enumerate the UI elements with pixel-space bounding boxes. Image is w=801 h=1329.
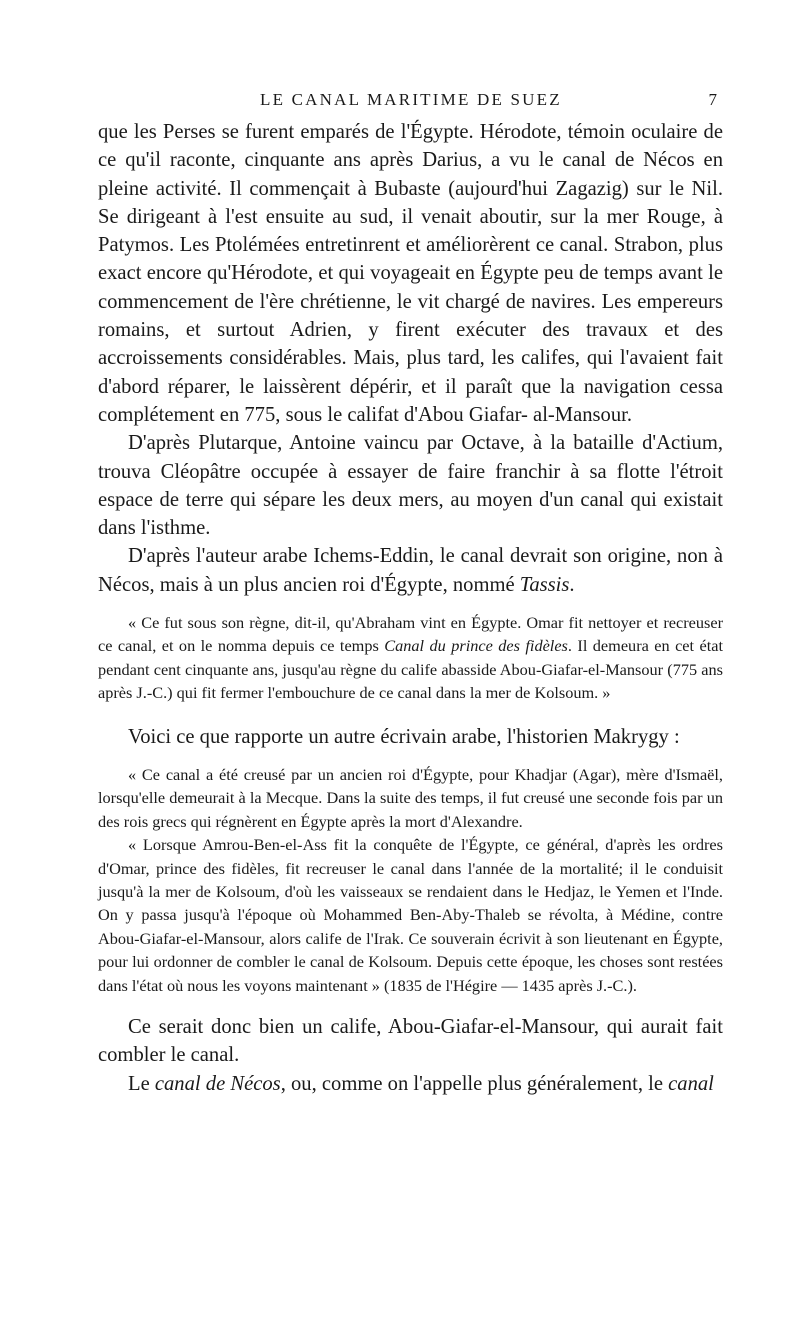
paragraph-perses: que les Perses se furent emparés de l'Égypte. Hérodote, témoin oculaire de ce qu'il raconte, cinquante ans après Darius, a vu le canal de Nécos en pleine activité. Il commençait à Bubaste (aujourd'hui Zagazig) sur le Nil. Se dirigeant à l'est ensuite au sud, il venait aboutir, sur la mer Rouge, à Patymos. Les Ptolémées entretinrent et améliorèrent ce canal. Strabon, plus exact encore qu'Hérodote, et qui voyageait en Égypte peu de temps avant le commencement de l'ère chrétienne, le vit chargé de navires. Les empereurs romains, et surtout Adrien, y firent exécuter des travaux et des accroissements considérables. Mais, plus tard, les califes, qui l'avaient fait d'abord réparer, le laissèrent dépérir, et il paraît que la navigation cessa complétement en 775, sous le califat d'Abou Giafar- al-Mansour. xyxy=(98,121,723,426)
spacer xyxy=(98,997,723,1013)
spacer xyxy=(98,599,723,611)
canal-de-necos-italic: canal de Nécos xyxy=(154,1072,281,1095)
quote-ichems-eddin-text: « Ce fut sous son règne, dit-il, qu'Abraham vint en Égypte. Omar fit nettoyer et recreuser ce canal, et on le nomma depuis ce temps xyxy=(98,613,723,656)
quote-makrygy-1: « Ce canal a été creusé par un ancien roi d'Égypte, pour Khadjar (Agar), mère d'Ismaël, lorsqu'elle demeurait à la Mecque. Dans la suite des temps, il fut creusé une seconde fois par un des rois grecs qui régnèrent en Égypte après la mort d'Alexandre. xyxy=(98,764,723,831)
paragraph-canal-necos-a: Le xyxy=(128,1072,155,1095)
paragraph-ichems-eddin xyxy=(98,542,723,599)
spacer xyxy=(98,751,723,763)
canal-italic: canal xyxy=(668,1072,714,1095)
spacer xyxy=(98,705,723,723)
quote-makrygy-2: « Lorsque Amrou-Ben-el-Ass fit la conquête de l'Égypte, ce général, d'après les ordres d'Omar, prince des fidèles, fit recreuser le canal dans l'année de la mortalité; il le conduisit jusqu'à la mer de Kolsoum, d'où les vaisseaux se rendaient dans le Hedjaz, le Yemen et l'Inde. On y passa jusqu'à l'époque où Mohammed Ben-Aby-Thaleb se révolta, à Médine, contre Abou-Giafar-el-Mansour, alors calife de l'Irak. Ce souverain écrivit à son lieutenant en Égypte, pour lui ordonner de combler le canal de Kolsoum. Depuis cette époque, les choses sont restées dans l'état où nous les voyons maintenant » (1835 de l'Hégire — 1435 après J.-C.). xyxy=(98,835,723,995)
paragraph-makrygy: Voici ce que rapporte un autre écrivain arabe, l'historien Makrygy : xyxy=(128,725,680,748)
running-title: LE CANAL MARITIME DE SUEZ xyxy=(260,90,562,109)
quote-ichems-eddin xyxy=(98,611,723,705)
paragraph-ichems-eddin-text: D'après l'auteur arabe Ichems-Eddin, le canal devrait son origine, non à Nécos, mais à un plus ancien roi d'Égypte, nommé xyxy=(98,545,723,596)
running-head xyxy=(0,90,801,114)
canal-prince-italic: Canal du prince des fidèles xyxy=(384,636,568,656)
paragraph-canal-necos xyxy=(98,1070,723,1098)
tassis-italic: Tassis xyxy=(519,573,570,596)
paragraph-ichems-eddin-end: . xyxy=(569,573,575,596)
page-number: 7 xyxy=(708,90,717,109)
paragraph-calife: Ce serait donc bien un calife, Abou-Giafar-el-Mansour, qui aurait fait combler le canal. xyxy=(98,1016,723,1067)
paragraph-canal-necos-b: , ou, comme on l'appelle plus généralement, le xyxy=(280,1072,669,1095)
page-body xyxy=(98,118,723,1098)
quote-ichems-eddin-end: . Il demeura en cet état pendant cent cinquante ans, jusqu'au règne du calife abasside Abou-Giafar-el-Mansour (775 ans après J.-C.) qui fit fermer l'embouchure de ce canal dans la mer de Kolsoum. » xyxy=(98,636,723,703)
paragraph-plutarque: D'après Plutarque, Antoine vaincu par Octave, à la bataille d'Actium, trouva Cléopâtre occupée à essayer de faire franchir à sa flotte l'étroit espace de terre qui sépare les deux mers, au moyen d'un canal qui existait dans l'isthme. xyxy=(98,432,723,540)
